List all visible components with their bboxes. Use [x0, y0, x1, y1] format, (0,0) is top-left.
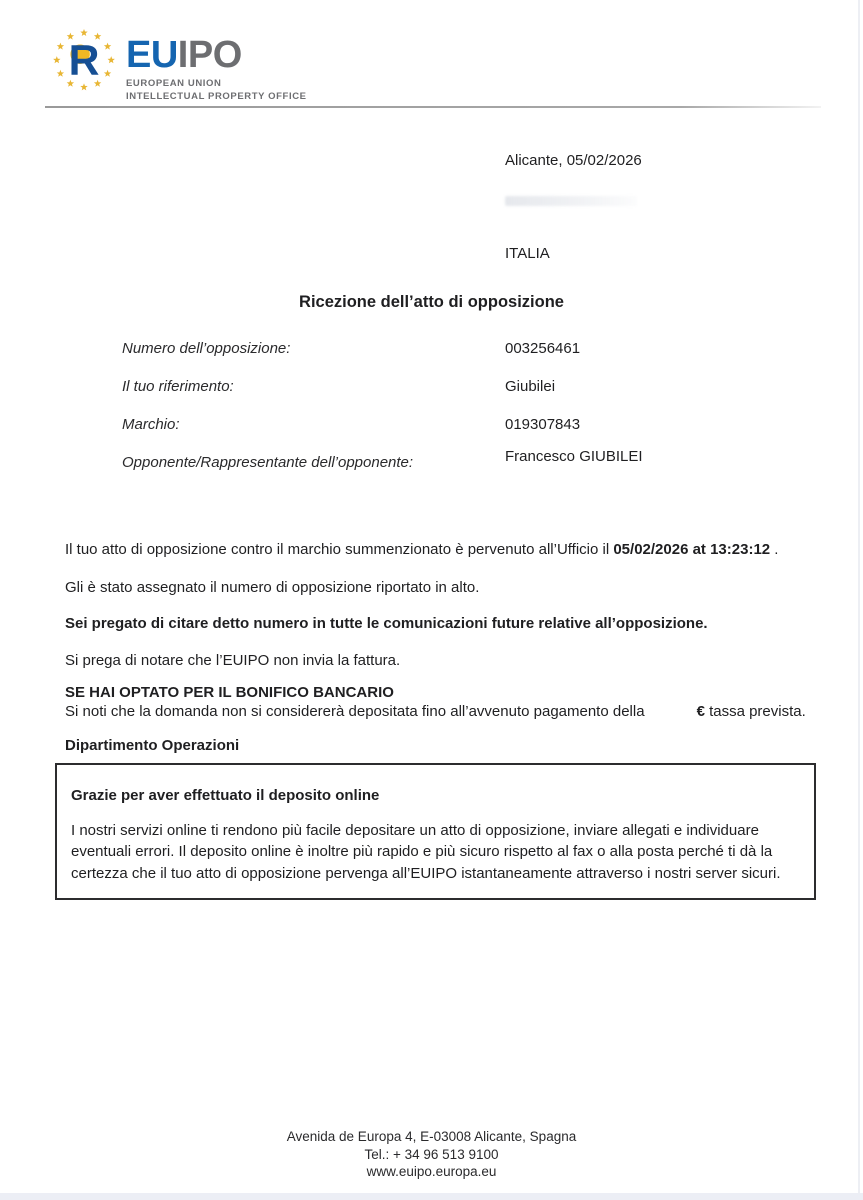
- logo-ipo-text: IPO: [177, 34, 242, 76]
- header-divider: [45, 106, 821, 108]
- online-filing-heading: Grazie per aver effettuato il deposito online: [71, 787, 380, 804]
- logo-tagline-line1: EUROPEAN UNION: [126, 78, 222, 89]
- euro-sign: €: [696, 703, 705, 720]
- paragraph-receipt-pre: Il tuo atto di opposizione contro il marchio summenzionato è pervenuto all’Ufficio il: [65, 541, 614, 558]
- field-value: Giubilei: [505, 378, 556, 395]
- footer-address: Avenida de Europa 4, E-03008 Alicante, Spagna: [286, 1129, 577, 1144]
- svg-text:R: R: [68, 36, 100, 85]
- bank-body-post: tassa prevista.: [704, 703, 806, 720]
- field-row-opponent: [0, 448, 863, 492]
- bank-transfer-body: [65, 702, 810, 722]
- footer-website: www.euipo.europa.eu: [366, 1164, 497, 1180]
- page-edge-bottom: [0, 1193, 863, 1200]
- field-label: Il tuo riferimento:: [122, 378, 234, 395]
- logo-tagline: [126, 78, 307, 104]
- date-line: Alicante, 05/02/2026: [505, 152, 642, 169]
- signoff-department: Dipartimento Operazioni: [65, 737, 240, 754]
- fields-table: [0, 340, 863, 492]
- paragraph-number-assigned: Gli è stato assegnato il numero di opposizione riportato in alto.: [65, 579, 480, 596]
- paragraph-receipt-post: .: [770, 541, 779, 558]
- footer: [0, 1128, 863, 1181]
- logo-tagline-line2: INTELLECTUAL PROPERTY OFFICE: [126, 90, 307, 102]
- logo-eu-text: EU: [126, 34, 178, 76]
- field-label: Numero dell’opposizione:: [122, 340, 291, 357]
- field-value: Francesco GIUBILEI: [505, 448, 643, 465]
- paragraph-receipt: [65, 540, 810, 560]
- field-row-your-reference: [0, 378, 863, 416]
- online-filing-box: [55, 763, 816, 900]
- document-title: Ricezione dell’atto di opposizione: [299, 293, 564, 311]
- logo-wordmark: [126, 36, 307, 74]
- paragraph-no-invoice: Si prega di notare che l’EUIPO non invia la fattura.: [65, 652, 401, 669]
- field-label: Marchio:: [122, 416, 180, 433]
- field-row-trademark: [0, 416, 863, 454]
- page-edge-right: [858, 0, 860, 1200]
- online-filing-body: I nostri servizi online ti rendono più facile depositare un atto di opposizione, inviare allegati e individuare eventuali errori. Il deposito online è inoltre più rapido e più sicuro rispetto al fax o alla posta perché ti dà la certezza che il tuo atto di opposizione pervenga all’EUIPO istantaneamente attraverso i nostri server sicuri.: [71, 822, 781, 882]
- field-row-opposition-number: [0, 340, 863, 378]
- field-label: Opponente/Rappresentante dell’opponente:: [122, 454, 414, 471]
- redacted-addressee: [505, 196, 637, 206]
- addressee-country: ITALIA: [505, 245, 550, 262]
- field-value: 019307843: [505, 416, 581, 433]
- footer-phone: Tel.: + 34 96 513 9100: [364, 1146, 499, 1162]
- euipo-emblem-icon: [50, 28, 118, 96]
- bank-body-pre: Si noti che la domanda non si considererà depositata fino all’avvenuto pagamento della: [65, 703, 645, 720]
- receipt-datetime: 05/02/2026 at 13:23:12: [613, 541, 771, 558]
- field-value: 003256461: [505, 340, 581, 357]
- paragraph-cite-number: Sei pregato di citare detto numero in tutte le comunicazioni future relative all’opposizione.: [65, 615, 708, 632]
- header: [50, 28, 307, 104]
- logo-wordmark-block: [126, 36, 307, 104]
- bank-transfer-heading: SE HAI OPTATO PER IL BONIFICO BANCARIO: [65, 684, 394, 701]
